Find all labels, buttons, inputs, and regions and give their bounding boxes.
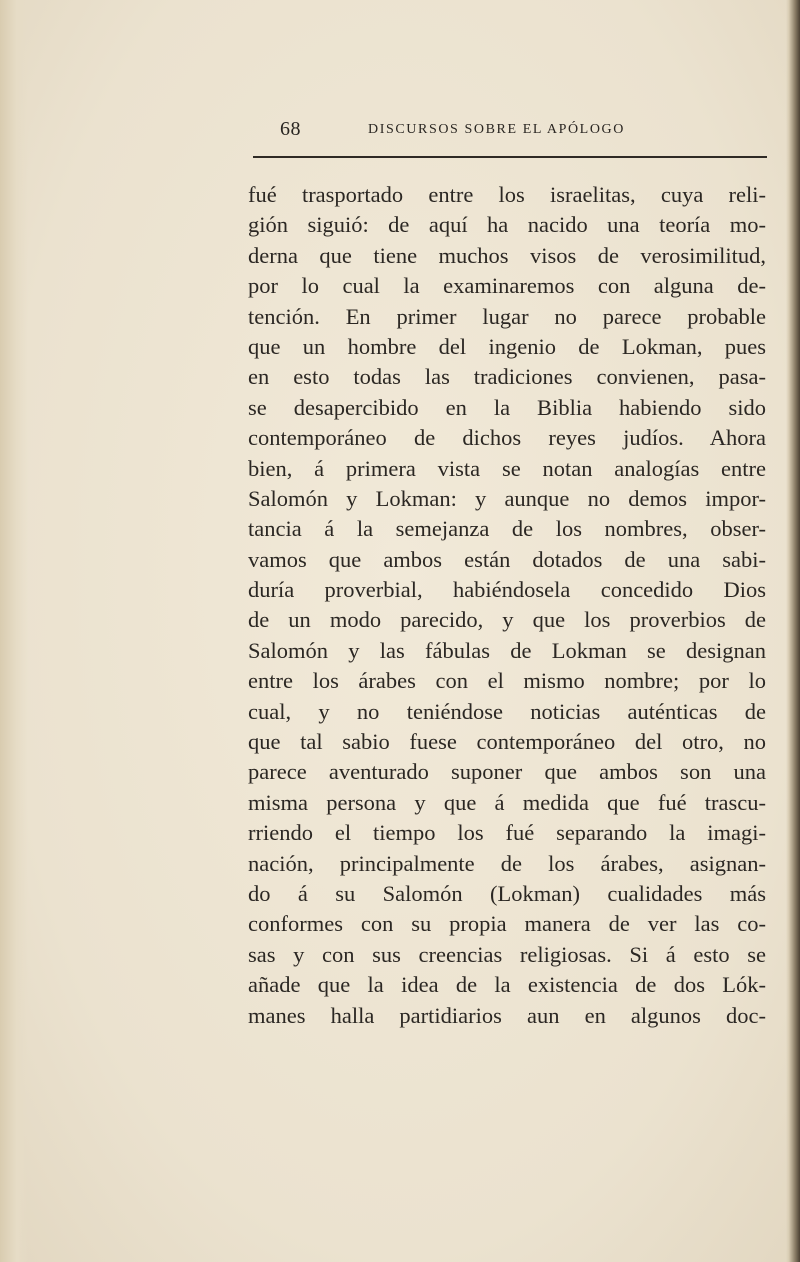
text-line: tancia á la semejanza de los nombres, obser- <box>248 516 766 542</box>
header-rule <box>253 156 767 158</box>
text-line: en esto todas las tradiciones convienen, pasa- <box>248 364 766 390</box>
text-line: gión siguió: de aquí ha nacido una teoría mo- <box>248 212 766 238</box>
text-line: derna que tiene muchos visos de verosimilitud, <box>248 242 766 268</box>
text-line: do á su Salomón (Lokman) cualidades más <box>248 880 766 906</box>
text-line: sas y con sus creencias religiosas. Si á esto se <box>248 941 766 967</box>
text-line: que un hombre del ingenio de Lokman, pues <box>248 333 766 359</box>
text-line: rriendo el tiempo los fué separando la imagi- <box>248 820 766 846</box>
body-text <box>248 180 766 1031</box>
page-left-edge <box>0 0 28 1262</box>
text-line: añade que la idea de la existencia de dos Lók- <box>248 972 766 998</box>
text-line: nación, principalmente de los árabes, asignan- <box>248 850 766 876</box>
text-line: duría proverbial, habiéndosela concedido Dios <box>248 577 766 603</box>
text-line: por lo cual la examinaremos con alguna de- <box>248 273 766 299</box>
page-header <box>250 118 766 148</box>
text-line: contemporáneo de dichos reyes judíos. Ahora <box>248 425 766 451</box>
running-title: DISCURSOS SOBRE EL APÓLOGO <box>368 122 625 137</box>
text-line: que tal sabio fuese contemporáneo del otro, no <box>248 729 766 755</box>
page-right-edge-shadow <box>786 0 800 1262</box>
text-line: tención. En primer lugar no parece probable <box>248 303 766 329</box>
text-line: conformes con su propia manera de ver las co- <box>248 911 766 937</box>
text-line: se desapercibido en la Biblia habiendo sido <box>248 394 766 420</box>
text-line: vamos que ambos están dotados de una sabi- <box>248 546 766 572</box>
text-line: parece aventurado suponer que ambos son una <box>248 759 766 785</box>
text-line: fué trasportado entre los israelitas, cuya reli- <box>248 182 766 207</box>
text-line: de un modo parecido, y que los proverbios de <box>248 607 766 633</box>
text-line: misma persona y que á medida que fué trascu- <box>248 789 766 815</box>
text-line: entre los árabes con el mismo nombre; por lo <box>248 668 766 694</box>
text-line: bien, á primera vista se notan analogías entre <box>248 455 766 481</box>
text-line: Salomón y las fábulas de Lokman se designan <box>248 637 766 663</box>
page-number: 68 <box>280 118 301 140</box>
text-line: Salomón y Lokman: y aunque no demos impor- <box>248 485 766 511</box>
text-line: manes halla partidiarios aun en algunos doc- <box>248 1002 766 1028</box>
text-line: cual, y no teniéndose noticias auténticas de <box>248 698 766 724</box>
